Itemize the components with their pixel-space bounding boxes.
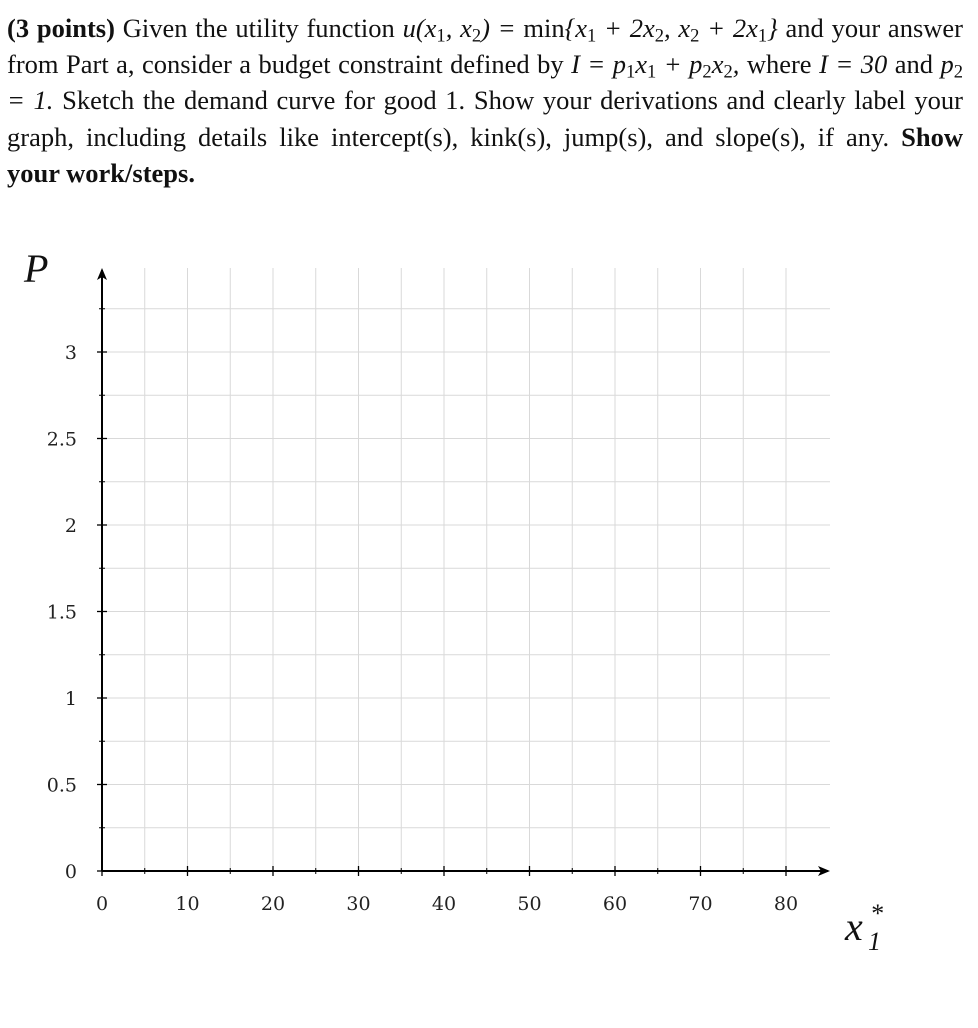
y-axis-ticks xyxy=(47,309,107,883)
y-tick-label: 1.5 xyxy=(46,601,77,624)
y-tick-label: 1 xyxy=(64,688,77,710)
y-tick-label: 0 xyxy=(64,861,77,883)
y-tick-label: 2 xyxy=(64,515,77,537)
x-axis-label-sup: * xyxy=(870,899,883,928)
x-axis-label xyxy=(844,899,883,956)
x-tick-label: 60 xyxy=(602,893,628,915)
x-tick-label: 30 xyxy=(346,893,371,915)
y-tick-label: 0.5 xyxy=(46,774,77,797)
utility-function-lhs: $u(x_1$, $x_2$) xyxy=(402,13,490,47)
problem-text-2: and your answer from Part a, consider a budget constraint defined by xyxy=(7,13,963,80)
x-tick-label: 80 xyxy=(773,893,799,915)
minor-grid xyxy=(102,268,830,871)
x-axis-ticks xyxy=(96,866,798,915)
utility-function-rhs: = $\min\{x_1 + 2x_2$, $x_2 + 2x_1$} xyxy=(497,13,778,47)
x-axis-label-sub: 1 xyxy=(868,927,881,956)
problem-text-5: Sketch the demand curve for good 1. Show your derivations and clearly label your graph, including details like intercept(s), kink(s), jump(s), and slope(s), if any. xyxy=(7,85,964,152)
income-value: I = 30 xyxy=(819,49,888,80)
y-tick-label: 2.5 xyxy=(46,428,77,451)
x-tick-label: 10 xyxy=(175,893,200,915)
x-tick-label: 20 xyxy=(260,893,286,915)
x-tick-label: 40 xyxy=(431,893,457,915)
y-axis-label: P xyxy=(24,246,49,291)
price-2-value: $p_2 = 1$. xyxy=(7,49,963,116)
points-label: (3 points) xyxy=(7,13,115,43)
y-tick-label: 3 xyxy=(64,342,77,364)
x-tick-label: 0 xyxy=(95,893,109,915)
problem-text-4: and xyxy=(894,49,933,80)
x-tick-label: 50 xyxy=(517,893,542,915)
x-axis-label-main: x xyxy=(845,904,863,949)
problem-text-1: Given the utility function xyxy=(122,13,395,43)
show-work-emphasis: Show your work/steps. xyxy=(7,121,963,188)
budget-constraint: $I = p_1x_1 + p_2x_2$, xyxy=(571,49,740,83)
problem-text-3: where xyxy=(746,49,812,80)
x-tick-label: 70 xyxy=(688,893,713,915)
